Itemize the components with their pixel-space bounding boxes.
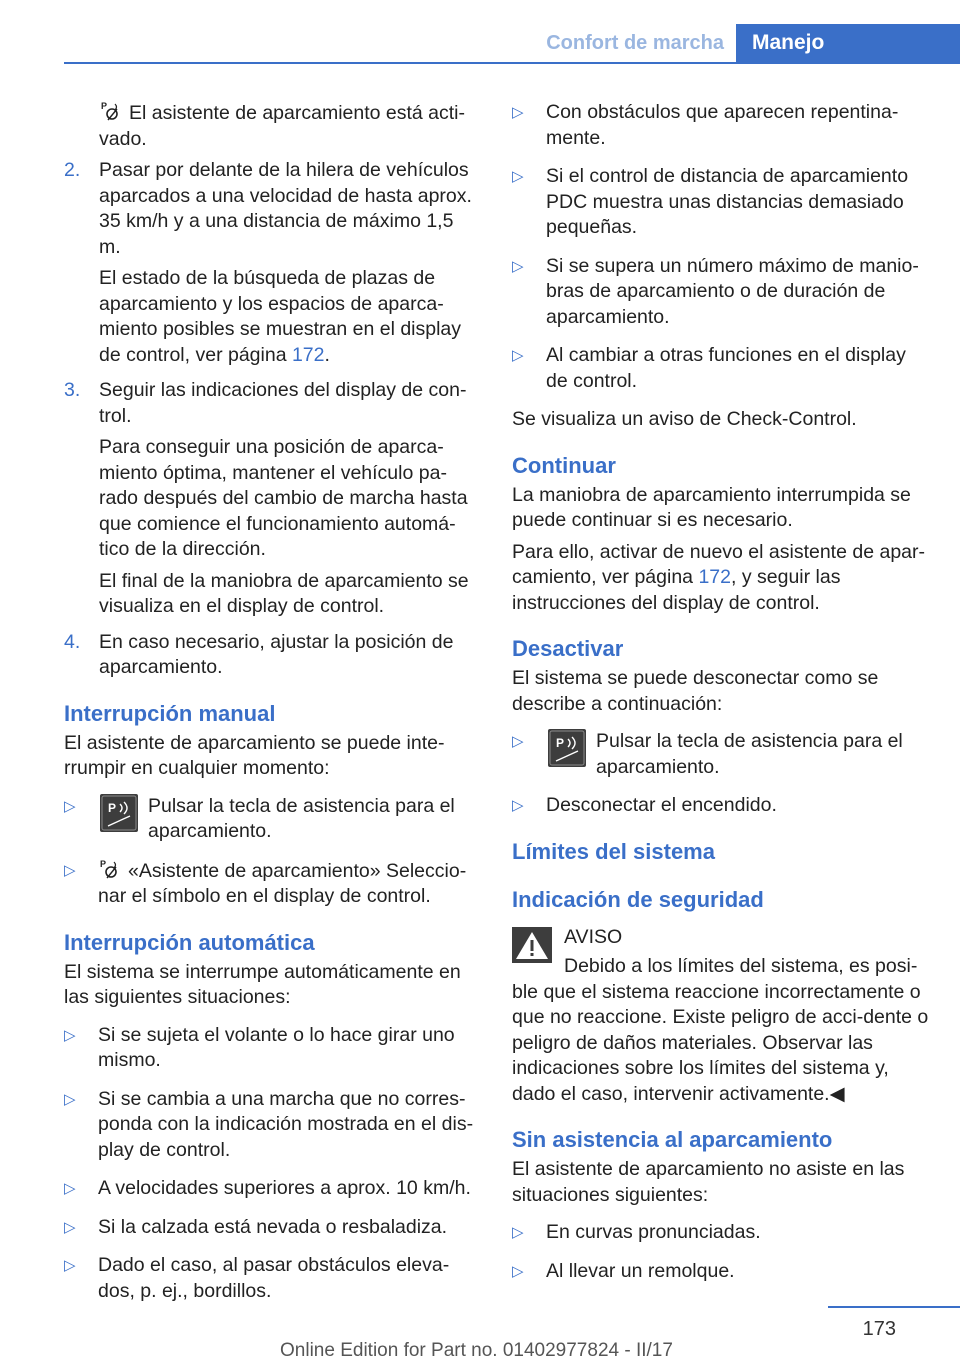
header-section[interactable]: Confort de marcha	[546, 32, 724, 54]
list-item: ▷ P «Asistente de aparcamiento» Seleccio-nar el símbolo en el display de control.	[64, 858, 467, 907]
step-note: El final de la maniobra de aparcamiento se visualiza en el display de control.	[99, 569, 469, 617]
bullet-triangle-icon: ▷	[512, 168, 524, 185]
bullet-triangle-icon: ▷	[512, 1262, 524, 1280]
bullet-triangle-icon: ▷	[64, 1218, 76, 1236]
edition-note: Online Edition for Part no. 01402977824 - II/17	[280, 1340, 673, 1361]
lead-paragraph: P El asistente de aparcamiento está acti-vado.	[99, 101, 466, 150]
svg-text:P: P	[101, 101, 108, 111]
list-item: ▷ P Pulsar la tecla de asistencia para el aparcamiento.	[64, 794, 455, 842]
page-link-172[interactable]: 172	[698, 566, 731, 588]
step-3	[64, 378, 478, 620]
step-number: 3.	[64, 379, 81, 401]
list-item: ▷ En curvas pronunciadas.	[512, 1220, 932, 1246]
bullet-triangle-icon: ▷	[64, 1026, 76, 1044]
list-item: ▷ Al llevar un remolque.	[512, 1259, 932, 1285]
parking-assistant-icon	[99, 100, 121, 122]
heading-no-assistance: Sin asistencia al aparcamiento	[512, 1127, 833, 1152]
warning-label: AVISO	[512, 925, 932, 951]
continue-p2: Para ello, activar de nuevo el asistente de apar-camiento, ver página 172, y seguir las instrucciones del display de control.	[512, 540, 925, 614]
bullet-triangle-icon: ▷	[64, 1180, 76, 1197]
bullet-triangle-icon: ▷	[512, 257, 524, 275]
list-item: ▷ A velocidades superiores a aprox. 10 km/h.	[64, 1176, 478, 1202]
right-column	[512, 100, 932, 1297]
svg-text:P: P	[108, 800, 117, 815]
list-item: ▷ Desconectar el encendido.	[512, 793, 932, 819]
left-column	[64, 100, 478, 1317]
list-item: ▷ P Pulsar la tecla de asistencia para el aparcamiento.	[512, 730, 903, 778]
bullet-triangle-icon: ▷	[512, 104, 524, 121]
heading-automatic-interruption: Interrupción automática	[64, 929, 315, 955]
heading-deactivate: Desactivar	[512, 636, 624, 661]
step-note: Para conseguir una posición de aparca-miento óptima, mantener el vehículo pa-rado después del cambio de marcha hasta que comience el funcionamiento automá-tico de la dirección.	[99, 436, 468, 560]
step-4	[64, 630, 478, 681]
page-link-172[interactable]: 172	[291, 343, 325, 366]
parking-assistant-icon	[98, 858, 120, 880]
bullet-triangle-icon: ▷	[512, 797, 524, 814]
list-item: ▷ Dado el caso, al pasar obstáculos eleva-dos, p. ej., bordillos.	[64, 1254, 450, 1302]
heading-continue: Continuar	[512, 452, 616, 478]
manual-intro: El asistente de aparcamiento se puede inte-rrumpir en cualquier momento:	[64, 731, 445, 779]
heading-safety-note: Indicación de seguridad	[512, 886, 764, 912]
list-item: ▷ Con obstáculos que aparecen repentina-mente.	[512, 101, 899, 149]
list-item: ▷ Si se sujeta el volante o lo hace girar uno mismo.	[64, 1023, 455, 1071]
list-item: ▷ Al cambiar a otras funciones en el display de control.	[512, 344, 906, 392]
no-assistance-intro: El asistente de aparcamiento no asiste en las situaciones siguientes:	[512, 1158, 905, 1206]
bullet-triangle-icon: ▷	[64, 1090, 76, 1108]
page-number: 173	[862, 1318, 896, 1340]
park-assist-button-icon	[100, 794, 138, 832]
list-item: ▷ Si se cambia a una marcha que no corres-ponda con la indicación mostrada en el dis-play de control.	[64, 1087, 474, 1161]
check-control-note: Se visualiza un aviso de Check-Control.	[512, 408, 857, 430]
bullet-triangle-icon: ▷	[512, 347, 524, 364]
step-number: 4.	[64, 630, 81, 653]
svg-text:P: P	[100, 858, 107, 869]
header-rule	[64, 62, 960, 64]
deactivate-intro: El sistema se puede desconectar como se describe a continuación:	[512, 667, 879, 715]
bullet-triangle-icon: ▷	[64, 797, 76, 815]
warning-triangle-icon	[512, 927, 552, 963]
warning-text: Debido a los límites del sistema, es posi-ble que el sistema reaccione incorrectamente o que no reaccione. Existe peligro de acci-dente o peligro de daños materiales. Observar las indicaciones sobre los límites del sistema y, dado el caso, intervenir activamente.◀	[512, 955, 929, 1105]
bullet-triangle-icon: ▷	[512, 1224, 524, 1241]
step-note: El estado de la búsqueda de plazas de aparcamiento y los espacios de aparca-miento posibles se muestran en el display de control, ver página 172.	[99, 267, 462, 366]
park-assist-button-icon	[548, 729, 586, 767]
step-text: En caso necesario, ajustar la posición de aparcamiento.	[99, 630, 454, 678]
list-item: ▷ Si se supera un número máximo de manio-bras de aparcamiento o de duración de aparcamiento.	[512, 254, 919, 328]
step-2	[64, 158, 478, 368]
step-number: 2.	[64, 159, 81, 181]
list-item: ▷ Si la calzada está nevada o resbaladiza.	[64, 1215, 478, 1241]
step-text: Seguir las indicaciones del display de con-trol.	[99, 379, 467, 427]
svg-text:P: P	[556, 736, 565, 750]
auto-intro: El sistema se interrumpe automáticamente en las siguientes situaciones:	[64, 960, 461, 1008]
heading-system-limits: Límites del sistema	[512, 838, 715, 864]
list-item: ▷ Si el control de distancia de aparcamiento PDC muestra unas distancias demasiado pequeñas.	[512, 165, 909, 238]
header-tab-manejo[interactable]: Manejo	[736, 24, 960, 62]
bullet-triangle-icon: ▷	[64, 861, 76, 879]
bullet-triangle-icon: ▷	[64, 1257, 76, 1274]
footer-rule	[828, 1306, 960, 1308]
bullet-triangle-icon: ▷	[512, 733, 524, 750]
step-text: Pasar por delante de la hilera de vehículos aparcados a una velocidad de hasta aprox. 35 km/h y a una distancia de máximo 1,5 m.	[99, 159, 472, 258]
heading-manual-interruption: Interrupción manual	[64, 700, 276, 726]
continue-p1: La maniobra de aparcamiento interrumpida se puede continuar si es necesario.	[512, 483, 911, 531]
